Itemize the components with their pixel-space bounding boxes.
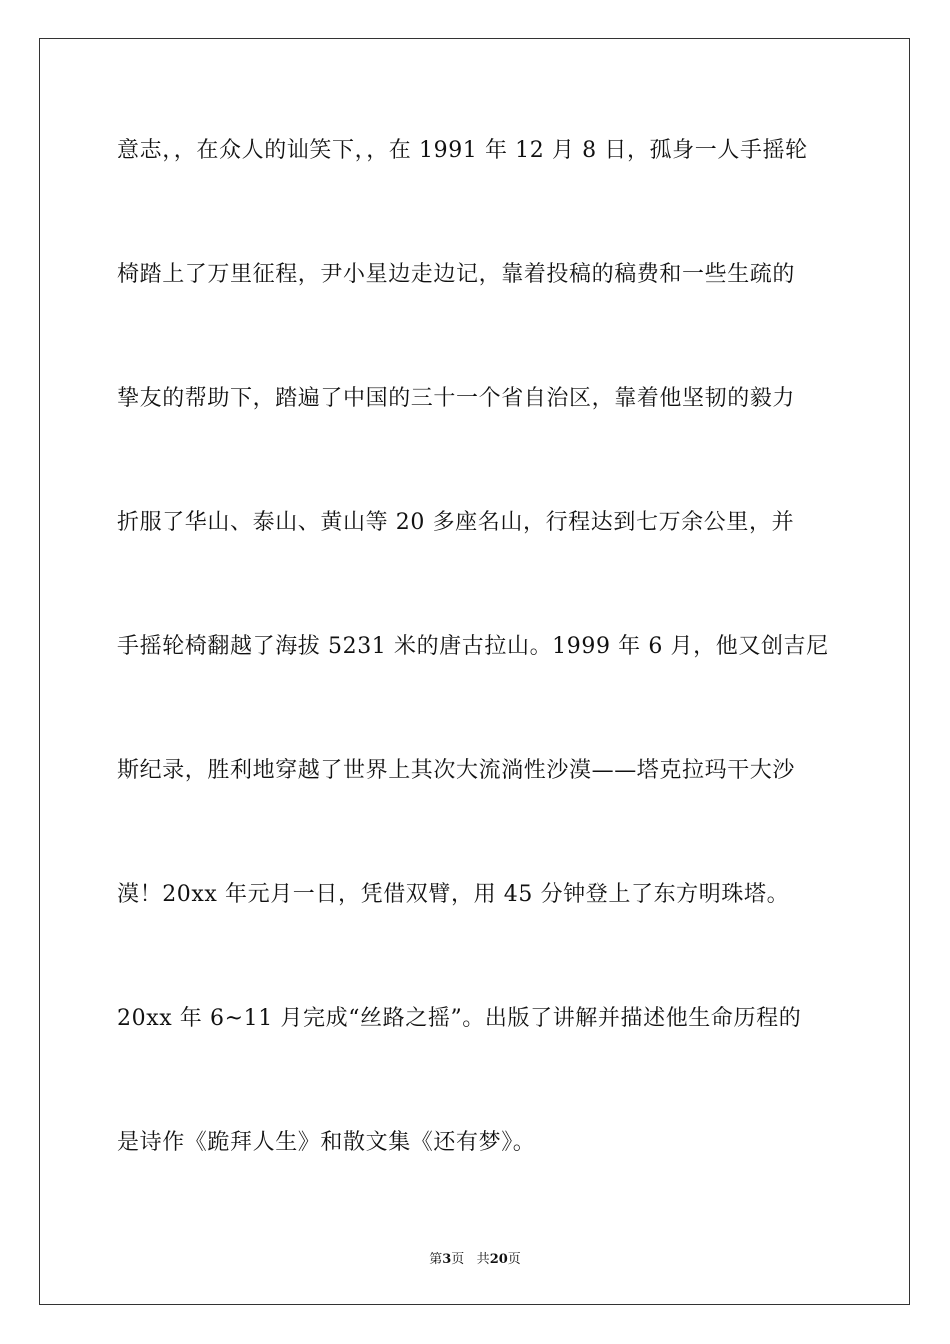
text-line-4: 折服了华山、泰山、黄山等 20 多座名山，行程达到七万余公里，并 bbox=[117, 510, 795, 535]
text-line-3: 挚友的帮助下，踏遍了中国的三十一个省自治区，靠着他坚韧的毅力 bbox=[117, 386, 796, 411]
text-line-2: 椅踏上了万里征程，尹小星边走边记，靠着投稿的稿费和一些生疏的 bbox=[117, 262, 796, 287]
total-prefix: 共 bbox=[476, 1252, 490, 1267]
body-text bbox=[117, 128, 837, 1244]
page-number: 3 bbox=[442, 1252, 452, 1267]
text-line-1: 意志，，在众人的讪笑下，，在 1991 年 12 月 8 日，孤身一人手摇轮 bbox=[117, 138, 808, 163]
page-footer bbox=[0, 1248, 950, 1267]
text-line-8: 20xx 年 6~11 月完成“丝路之摇”。出版了讲解并描述他生命历程的 bbox=[117, 1006, 802, 1031]
total-pages: 20 bbox=[489, 1252, 508, 1267]
page-suffix: 页 bbox=[451, 1252, 465, 1267]
text-line-7: 漠！20xx 年元月一日，凭借双臂，用 45 分钟登上了东方明珠塔。 bbox=[117, 882, 790, 907]
page-prefix: 第 bbox=[429, 1252, 443, 1267]
text-line-5: 手摇轮椅翻越了海拔 5231 米的唐古拉山。1999 年 6 月，他又创吉尼 bbox=[117, 634, 829, 659]
total-suffix: 页 bbox=[507, 1252, 521, 1267]
text-line-6: 斯纪录，胜利地穿越了世界上其次大流淌性沙漠——塔克拉玛干大沙 bbox=[117, 758, 796, 783]
text-line-9: 是诗作《跪拜人生》和散文集《还有梦》。 bbox=[117, 1130, 536, 1155]
